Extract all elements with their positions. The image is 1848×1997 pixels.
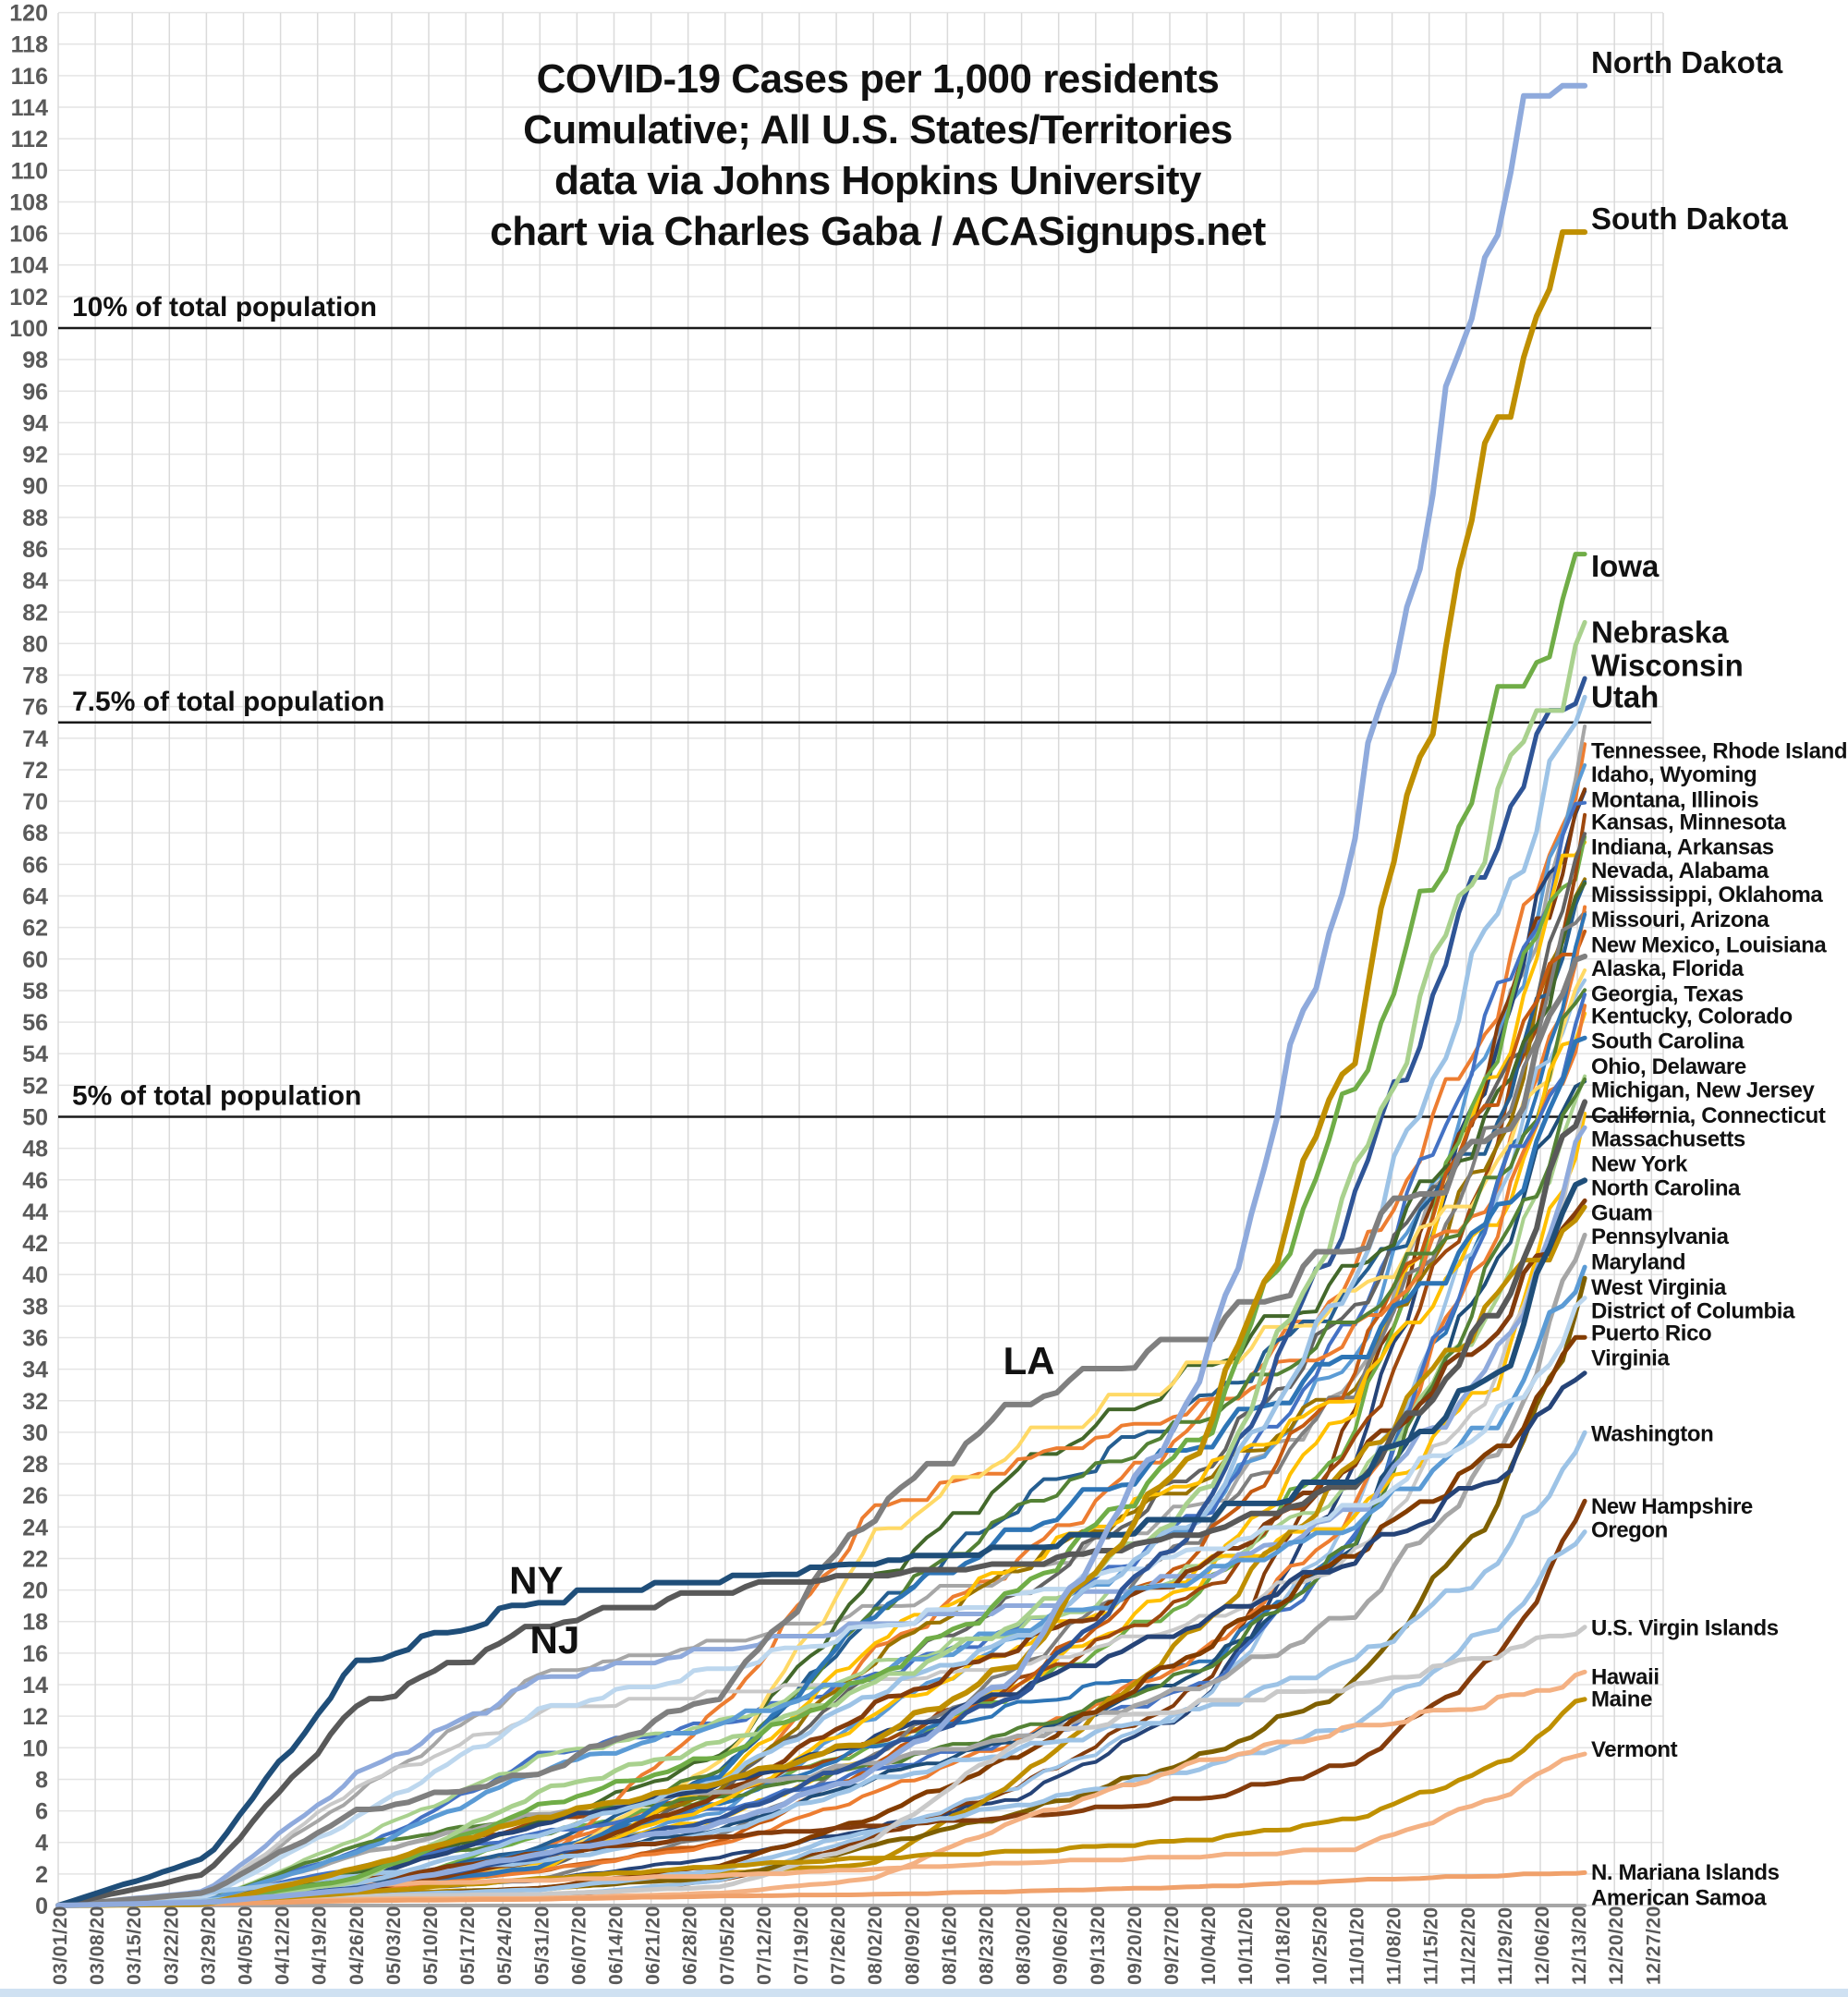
series-line-iowa <box>58 554 1585 1906</box>
y-tick-52: 52 <box>22 1073 48 1100</box>
y-tick-24: 24 <box>22 1515 48 1541</box>
x-tick-10/11/20: 10/11/20 <box>1235 1906 1258 1985</box>
x-tick-04/05/20: 04/05/20 <box>235 1906 257 1985</box>
y-tick-86: 86 <box>22 536 48 563</box>
y-tick-4: 4 <box>35 1830 48 1857</box>
y-tick-34: 34 <box>22 1357 48 1383</box>
window-bottom-strip <box>0 1989 1848 1997</box>
state-label-nevada: Nevada, Alabama <box>1591 858 1769 884</box>
state-label-vermont: Vermont <box>1591 1737 1678 1763</box>
y-tick-38: 38 <box>22 1294 48 1321</box>
x-tick-05/31/20: 05/31/20 <box>531 1906 553 1985</box>
series-line-colorado <box>58 994 1585 1906</box>
x-tick-08/16/20: 08/16/20 <box>939 1906 961 1985</box>
x-tick-12/27/20: 12/27/20 <box>1643 1906 1665 1985</box>
state-label-utah: Utah <box>1591 679 1660 714</box>
y-tick-30: 30 <box>22 1419 48 1446</box>
x-tick-07/12/20: 07/12/20 <box>753 1906 775 1985</box>
state-label-american-samoa: American Samoa <box>1591 1885 1767 1911</box>
x-tick-03/08/20: 03/08/20 <box>87 1906 109 1985</box>
y-tick-42: 42 <box>22 1231 48 1258</box>
y-tick-58: 58 <box>22 978 48 1005</box>
y-tick-90: 90 <box>22 473 48 500</box>
y-tick-80: 80 <box>22 631 48 658</box>
y-tick-78: 78 <box>22 663 48 689</box>
y-tick-96: 96 <box>22 379 48 406</box>
state-label-south-carolina: South Carolina <box>1591 1029 1745 1054</box>
state-label-wisconsin: Wisconsin <box>1591 648 1744 683</box>
state-label-nebraska: Nebraska <box>1591 615 1729 650</box>
state-label-pennsylvania: Pennsylvania <box>1591 1224 1729 1250</box>
x-tick-08/30/20: 08/30/20 <box>1013 1906 1035 1985</box>
state-label-oregon: Oregon <box>1591 1517 1668 1543</box>
series-lines <box>58 86 1585 1906</box>
y-tick-98: 98 <box>22 347 48 374</box>
state-label-georgia: Georgia, Texas <box>1591 981 1744 1007</box>
y-tick-56: 56 <box>22 1010 48 1037</box>
y-tick-112: 112 <box>10 127 48 153</box>
state-label-massachusetts: Massachusetts <box>1591 1126 1745 1152</box>
y-tick-28: 28 <box>22 1452 48 1479</box>
x-tick-03/22/20: 03/22/20 <box>161 1906 183 1985</box>
x-tick-03/15/20: 03/15/20 <box>124 1906 146 1985</box>
y-tick-22: 22 <box>22 1546 48 1573</box>
y-tick-20: 20 <box>22 1577 48 1604</box>
y-tick-64: 64 <box>22 883 48 910</box>
y-tick-114: 114 <box>10 95 48 122</box>
state-label-us-virgin-islands: U.S. Virgin Islands <box>1591 1615 1779 1641</box>
ref-label-75: 7.5% of total population <box>72 686 385 717</box>
chart-title-line-2: Cumulative; All U.S. States/Territories <box>523 107 1233 152</box>
y-tick-104: 104 <box>9 252 48 279</box>
y-tick-70: 70 <box>22 789 48 816</box>
y-tick-110: 110 <box>10 158 48 185</box>
state-label-maryland: Maryland <box>1591 1249 1686 1275</box>
x-tick-10/04/20: 10/04/20 <box>1198 1906 1221 1985</box>
x-tick-12/06/20: 12/06/20 <box>1532 1906 1553 1985</box>
state-label-missouri: Missouri, Arizona <box>1591 907 1769 933</box>
x-tick-11/15/20: 11/15/20 <box>1420 1906 1442 1985</box>
state-label-north-dakota: North Dakota <box>1591 45 1783 80</box>
series-line-rhode-island <box>58 726 1585 1906</box>
state-label-alaska: Alaska, Florida <box>1591 956 1744 982</box>
state-label-mississippi: Mississippi, Oklahoma <box>1591 882 1823 907</box>
state-label-north-carolina: North Carolina <box>1591 1175 1741 1201</box>
annotation-ny: NY <box>509 1558 564 1602</box>
chart-title-line-4: chart via Charles Gaba / ACASignups.net <box>490 209 1266 254</box>
annotation-la: LA <box>1003 1339 1055 1383</box>
x-tick-04/12/20: 04/12/20 <box>272 1906 294 1985</box>
x-tick-09/06/20: 09/06/20 <box>1050 1906 1072 1985</box>
state-label-idaho: Idaho, Wyoming <box>1591 762 1757 788</box>
x-tick-07/05/20: 07/05/20 <box>716 1906 738 1985</box>
series-line-missouri <box>58 932 1585 1906</box>
state-label-michigan: Michigan, New Jersey <box>1591 1078 1815 1103</box>
y-tick-76: 76 <box>22 694 48 721</box>
y-tick-26: 26 <box>22 1483 48 1510</box>
state-label-new-hampshire: New Hampshire <box>1591 1494 1753 1520</box>
y-tick-94: 94 <box>22 410 48 437</box>
y-tick-72: 72 <box>22 757 48 784</box>
x-tick-09/13/20: 09/13/20 <box>1087 1906 1109 1985</box>
state-label-kansas: Kansas, Minnesota <box>1591 810 1786 835</box>
y-tick-68: 68 <box>22 821 48 847</box>
chart-title <box>277 54 1478 257</box>
x-tick-11/08/20: 11/08/20 <box>1383 1906 1405 1985</box>
state-label-new-york: New York <box>1591 1151 1687 1177</box>
series-labels <box>1591 45 1847 1910</box>
state-label-indiana: Indiana, Arkansas <box>1591 834 1774 860</box>
state-label-n-mariana-islands: N. Mariana Islands <box>1591 1860 1780 1886</box>
y-tick-48: 48 <box>22 1136 48 1163</box>
x-tick-07/19/20: 07/19/20 <box>791 1906 812 1985</box>
annotation-nj: NJ <box>529 1618 580 1662</box>
x-tick-04/19/20: 04/19/20 <box>309 1906 331 1985</box>
x-tick-05/17/20: 05/17/20 <box>457 1906 480 1985</box>
y-tick-16: 16 <box>22 1640 48 1667</box>
state-label-virginia: Virginia <box>1591 1346 1670 1371</box>
x-tick-03/29/20: 03/29/20 <box>198 1906 220 1985</box>
chart-title-line-1: COVID-19 Cases per 1,000 residents <box>536 56 1220 102</box>
x-tick-08/09/20: 08/09/20 <box>902 1906 924 1985</box>
state-label-montana: Montana, Illinois <box>1591 787 1759 813</box>
state-label-kentucky: Kentucky, Colorado <box>1591 1004 1793 1029</box>
x-tick-04/26/20: 04/26/20 <box>346 1906 368 1985</box>
y-tick-8: 8 <box>35 1767 48 1794</box>
x-tick-11/22/20: 11/22/20 <box>1457 1906 1479 1985</box>
x-tick-10/25/20: 10/25/20 <box>1309 1906 1331 1985</box>
x-tick-11/01/20: 11/01/20 <box>1346 1906 1368 1985</box>
y-tick-0: 0 <box>35 1893 48 1919</box>
x-tick-06/07/20: 06/07/20 <box>568 1906 590 1985</box>
x-tick-09/20/20: 09/20/20 <box>1124 1906 1146 1985</box>
reference-lines <box>58 328 1651 1117</box>
y-tick-10: 10 <box>22 1735 48 1762</box>
y-tick-54: 54 <box>22 1041 48 1068</box>
state-label-maine: Maine <box>1591 1686 1653 1712</box>
chart-title-line-3: data via Johns Hopkins University <box>554 158 1201 203</box>
y-tick-108: 108 <box>9 189 48 216</box>
y-tick-62: 62 <box>22 915 48 942</box>
y-tick-60: 60 <box>22 946 48 973</box>
ref-label-100: 10% of total population <box>72 292 377 323</box>
y-tick-116: 116 <box>10 63 48 90</box>
y-tick-46: 46 <box>22 1167 48 1194</box>
state-label-california: California, Connecticut <box>1591 1102 1826 1128</box>
state-label-puerto-rico: Puerto Rico <box>1591 1321 1712 1346</box>
state-label-district-of-columbia: District of Columbia <box>1591 1298 1795 1324</box>
state-label-iowa: Iowa <box>1591 548 1660 583</box>
x-tick-06/28/20: 06/28/20 <box>679 1906 701 1985</box>
x-tick-12/20/20: 12/20/20 <box>1606 1906 1628 1985</box>
state-label-ohio: Ohio, Delaware <box>1591 1053 1746 1079</box>
x-tick-09/27/20: 09/27/20 <box>1161 1906 1183 1985</box>
y-tick-118: 118 <box>10 31 48 58</box>
y-tick-82: 82 <box>22 600 48 627</box>
y-tick-40: 40 <box>22 1262 48 1289</box>
y-tick-44: 44 <box>22 1199 48 1225</box>
x-tick-03/01/20: 03/01/20 <box>50 1906 71 1985</box>
state-label-new-mexico: New Mexico, Louisiana <box>1591 932 1827 958</box>
series-line-south-dakota <box>58 232 1585 1906</box>
series-line-idaho <box>58 765 1585 1906</box>
y-axis-labels <box>9 1 48 1919</box>
state-label-south-dakota: South Dakota <box>1591 201 1788 237</box>
y-tick-2: 2 <box>35 1861 48 1888</box>
y-tick-102: 102 <box>9 284 48 311</box>
y-tick-66: 66 <box>22 852 48 879</box>
state-label-washington: Washington <box>1591 1421 1714 1447</box>
state-label-hawaii: Hawaii <box>1591 1664 1660 1690</box>
y-tick-92: 92 <box>22 442 48 469</box>
x-tick-05/03/20: 05/03/20 <box>383 1906 405 1985</box>
x-tick-07/26/20: 07/26/20 <box>828 1906 850 1985</box>
x-tick-10/18/20: 10/18/20 <box>1272 1906 1295 1985</box>
x-tick-05/10/20: 05/10/20 <box>420 1906 442 1985</box>
y-tick-88: 88 <box>22 505 48 531</box>
ref-label-50: 5% of total population <box>72 1080 362 1112</box>
state-label-west-virginia: West Virginia <box>1591 1274 1726 1300</box>
y-tick-50: 50 <box>22 1104 48 1131</box>
x-tick-11/29/20: 11/29/20 <box>1494 1906 1516 1985</box>
y-tick-106: 106 <box>9 221 48 248</box>
y-tick-6: 6 <box>35 1798 48 1825</box>
x-tick-05/24/20: 05/24/20 <box>494 1906 517 1985</box>
y-tick-32: 32 <box>22 1388 48 1415</box>
y-tick-12: 12 <box>22 1704 48 1731</box>
x-tick-06/21/20: 06/21/20 <box>642 1906 664 1985</box>
x-tick-06/14/20: 06/14/20 <box>605 1906 627 1985</box>
y-tick-36: 36 <box>22 1325 48 1352</box>
series-line-north-dakota <box>58 86 1585 1906</box>
x-tick-08/23/20: 08/23/20 <box>976 1906 998 1985</box>
y-tick-100: 100 <box>9 316 48 342</box>
x-axis-labels <box>50 1906 1664 1985</box>
reference-labels <box>72 292 384 1112</box>
y-tick-74: 74 <box>22 725 48 752</box>
state-label-tennessee: Tennessee, Rhode Island <box>1591 738 1848 764</box>
state-label-guam: Guam <box>1591 1200 1653 1226</box>
y-tick-14: 14 <box>22 1673 48 1699</box>
x-tick-08/02/20: 08/02/20 <box>865 1906 887 1985</box>
y-tick-84: 84 <box>22 568 48 595</box>
x-tick-12/13/20: 12/13/20 <box>1569 1906 1591 1985</box>
y-tick-120: 120 <box>9 0 48 27</box>
y-tick-18: 18 <box>22 1609 48 1636</box>
